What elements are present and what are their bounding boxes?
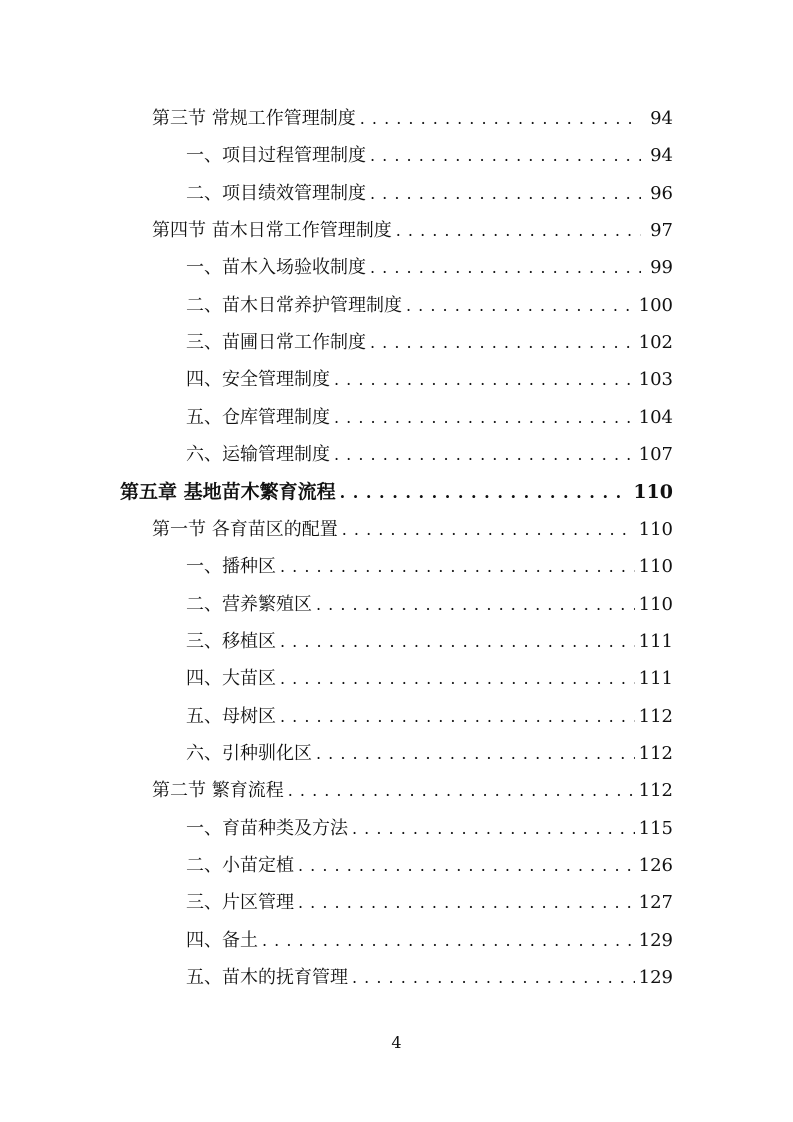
toc-entry-page-number: 129 — [638, 967, 673, 989]
dot-leader — [298, 884, 635, 921]
toc-entry-title: 三、移植区 — [186, 630, 276, 652]
dot-leader — [370, 175, 641, 212]
toc-entry-title: 第一节 各育苗区的配置 — [152, 518, 338, 540]
toc-entry-item[interactable] — [186, 175, 673, 212]
dot-leader — [334, 399, 635, 436]
toc-entry-title: 三、苗圃日常工作制度 — [186, 332, 366, 354]
toc-entry-item[interactable] — [186, 884, 673, 921]
dot-leader — [406, 287, 635, 324]
dot-leader — [280, 623, 635, 660]
dot-leader — [342, 511, 635, 548]
toc-entry-title: 一、育苗种类及方法 — [186, 817, 348, 839]
toc-entry-item[interactable] — [186, 810, 673, 847]
toc-entry-section[interactable] — [152, 100, 673, 137]
toc-entry-chapter[interactable] — [120, 474, 673, 511]
toc-entry-item[interactable] — [186, 735, 673, 772]
toc-entry-page-number: 111 — [638, 668, 673, 690]
toc-entry-page-number: 111 — [638, 630, 673, 652]
dot-leader — [316, 586, 635, 623]
toc-entry-item[interactable] — [186, 586, 673, 623]
toc-entry-page-number: 126 — [638, 855, 673, 876]
toc-entry-item[interactable] — [186, 287, 673, 324]
toc-entry-section[interactable] — [152, 772, 673, 809]
dot-leader — [288, 772, 635, 809]
toc-entry-page-number: 112 — [638, 705, 673, 727]
toc-entry-item[interactable] — [186, 959, 673, 996]
toc-entry-title: 六、引种驯化区 — [186, 742, 312, 764]
toc-entry-page-number: 110 — [633, 480, 673, 503]
dot-leader — [316, 735, 635, 772]
dot-leader — [352, 959, 635, 996]
toc-entry-item[interactable] — [186, 623, 673, 660]
toc-entry-title: 第三节 常规工作管理制度 — [152, 108, 356, 129]
dot-leader — [280, 698, 635, 735]
dot-leader — [396, 212, 641, 249]
toc-entry-title: 二、营养繁殖区 — [186, 593, 312, 615]
toc-entry-item[interactable] — [186, 436, 673, 473]
toc-entry-page-number: 112 — [638, 742, 673, 764]
toc-entry-page-number: 96 — [650, 182, 673, 204]
toc-entry-page-number: 103 — [638, 369, 673, 391]
toc-entry-item[interactable] — [186, 249, 673, 286]
dot-leader — [370, 137, 641, 174]
toc-entry-title: 四、备土 — [186, 929, 258, 951]
toc-entry-title: 五、仓库管理制度 — [186, 406, 330, 428]
dot-leader — [340, 474, 630, 511]
toc-entry-item[interactable] — [186, 847, 673, 884]
toc-entry-page-number: 100 — [638, 294, 673, 316]
toc-entry-section[interactable] — [152, 212, 673, 249]
toc-entry-page-number: 94 — [650, 145, 673, 167]
toc-entry-item[interactable] — [186, 698, 673, 735]
dot-leader — [352, 810, 635, 847]
toc-entry-item[interactable] — [186, 922, 673, 959]
dot-leader — [370, 324, 635, 361]
toc-entry-item[interactable] — [186, 660, 673, 697]
toc-entry-title: 四、安全管理制度 — [186, 369, 330, 391]
toc-entry-item[interactable] — [186, 137, 673, 174]
toc-entry-item[interactable] — [186, 324, 673, 361]
toc-entry-page-number: 102 — [638, 332, 673, 354]
toc-entry-item[interactable] — [186, 361, 673, 398]
toc-entry-title: 五、苗木的抚育管理 — [186, 967, 348, 989]
dot-leader — [262, 922, 635, 959]
toc-entry-page-number: 112 — [638, 780, 673, 802]
toc-entry-page-number: 94 — [650, 108, 673, 129]
dot-leader — [280, 548, 635, 585]
toc-entry-title: 一、播种区 — [186, 556, 276, 578]
toc-entry-page-number: 99 — [650, 257, 673, 279]
page-number: 4 — [391, 1033, 402, 1052]
toc-entry-page-number: 104 — [638, 406, 673, 428]
toc-entry-title: 二、项目绩效管理制度 — [186, 182, 366, 204]
toc-entry-item[interactable] — [186, 399, 673, 436]
toc-entry-page-number: 115 — [638, 817, 673, 839]
toc-entry-page-number: 110 — [638, 518, 673, 540]
dot-leader — [334, 361, 635, 398]
toc-entry-page-number: 110 — [638, 593, 673, 615]
toc-entry-title: 一、项目过程管理制度 — [186, 145, 366, 167]
toc-entry-title: 四、大苗区 — [186, 668, 276, 690]
toc-entry-section[interactable] — [152, 511, 673, 548]
toc-entry-title: 二、苗木日常养护管理制度 — [186, 294, 402, 316]
toc-entry-title: 二、小苗定植 — [186, 855, 294, 876]
dot-leader — [360, 100, 641, 137]
toc-entry-item[interactable] — [186, 548, 673, 585]
toc-entry-title: 三、片区管理 — [186, 892, 294, 914]
toc-entry-page-number: 97 — [650, 220, 673, 242]
toc-entry-title: 第二节 繁育流程 — [152, 780, 284, 802]
toc-entry-page-number: 110 — [638, 556, 673, 578]
toc-entry-title: 五、母树区 — [186, 705, 276, 727]
toc-entry-title: 六、运输管理制度 — [186, 444, 330, 466]
dot-leader — [370, 249, 641, 286]
dot-leader — [298, 847, 635, 884]
toc-entry-title: 第五章 基地苗木繁育流程 — [120, 480, 336, 503]
toc-entry-title: 一、苗木入场验收制度 — [186, 257, 366, 279]
dot-leader — [334, 436, 635, 473]
dot-leader — [280, 660, 635, 697]
toc-entry-page-number: 127 — [638, 892, 673, 914]
toc-entry-page-number: 107 — [638, 444, 673, 466]
toc-entry-page-number: 129 — [638, 929, 673, 951]
toc-entry-title: 第四节 苗木日常工作管理制度 — [152, 220, 392, 242]
